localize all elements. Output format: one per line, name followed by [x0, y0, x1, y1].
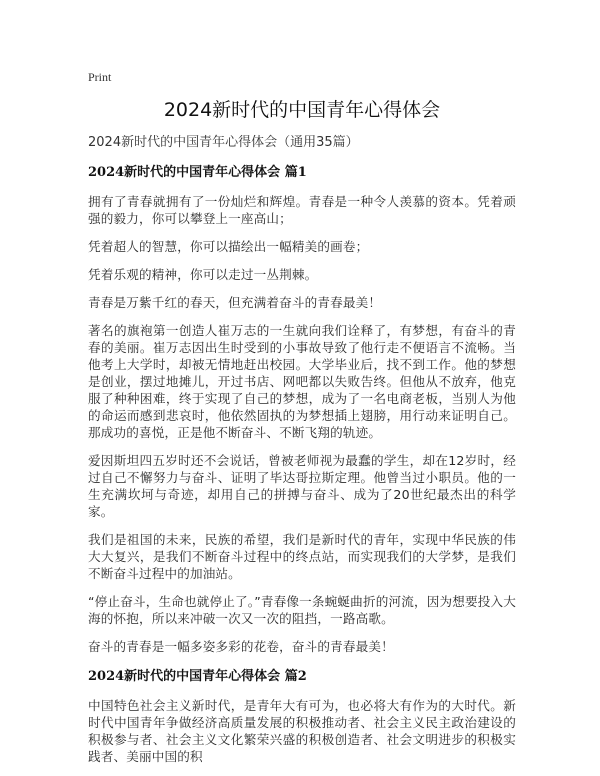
paragraph: 中国特色社会主义新时代，是青年大有可为，也必将大有作为的大时代。新时代中国青年争做经济高质量发展的积极推动者、社会主义民主政治建设的积极参与者、社会主义文化繁荣兴盛的积极创造者、社会文明进步的积极实践者、美丽中国的积 — [88, 698, 516, 764]
section-heading: 2024新时代的中国青年心得体会 篇1 — [88, 165, 307, 180]
print-link[interactable]: Print — [88, 70, 112, 84]
document-title: 2024新时代的中国青年心得体会 — [163, 99, 441, 121]
section-1 — [88, 164, 516, 655]
paragraph: 拥有了青春就拥有了一份灿烂和辉煌。青春是一种令人羡慕的资本。凭着顽强的毅力，你可以攀登上一座高山； — [88, 194, 516, 226]
paragraph: 爱因斯坦四五岁时还不会说话，曾被老师视为最蠢的学生，却在12岁时，经过自己不懈努力与奋斗、证明了毕达哥拉斯定理。他曾当过小职员。他的一生充满坎坷与奇迹，却用自己的拼搏与奋斗、成为了20世纪最杰出的科学家。 — [88, 453, 516, 519]
section-heading: 2024新时代的中国青年心得体会 篇2 — [88, 669, 307, 684]
paragraph: 著名的旗袍第一创造人崔万志的一生就向我们诠释了，有梦想，有奋斗的青春的美丽。崔万志因出生时受到的小事故导致了他行走不便语言不流畅。当他考上大学时，却被无情地赶出校园。大学毕业后，找不到工作。他的梦想是创业，摆过地摊儿，开过书店、网吧都以失败告终。但他从不放弃，他克服了种种困难，终于实现了自己的梦想，成为了一名电商老板，当别人为他的命运而感到悲哀时，他依然固执的为梦想插上翅膀，用行动来证明自己。那成功的喜悦，正是他不断奋斗、不断飞翔的轨迹。 — [88, 323, 516, 440]
paragraph: 凭着乐观的精神，你可以走过一丛荆棘。 — [88, 267, 318, 282]
paragraph: 凭着超人的智慧，你可以描绘出一幅精美的画卷； — [88, 239, 369, 254]
paragraph: 我们是祖国的未来，民族的希望，我们是新时代的青年，实现中华民族的伟大大复兴，是我们不断奋斗过程中的终点站，而实现我们的大学梦，是我们不断奋斗过程中的加油站。 — [88, 532, 516, 581]
section-2 — [88, 668, 516, 765]
document-page — [88, 70, 516, 765]
paragraph: 青春是万紫千红的春天，但充满着奋斗的青春最美！ — [88, 295, 382, 310]
document-subtitle: 2024新时代的中国青年心得体会（通用35篇） — [88, 135, 359, 150]
paragraph: “停止奋斗，生命也就停止了。”青春像一条蜿蜒曲折的河流，因为想要投入大海的怀抱，所以来冲破一次又一次的阻挡，一路高歌。 — [88, 594, 516, 626]
paragraph: 奋斗的青春是一幅多姿多彩的花卷，奋斗的青春最美！ — [88, 639, 394, 654]
